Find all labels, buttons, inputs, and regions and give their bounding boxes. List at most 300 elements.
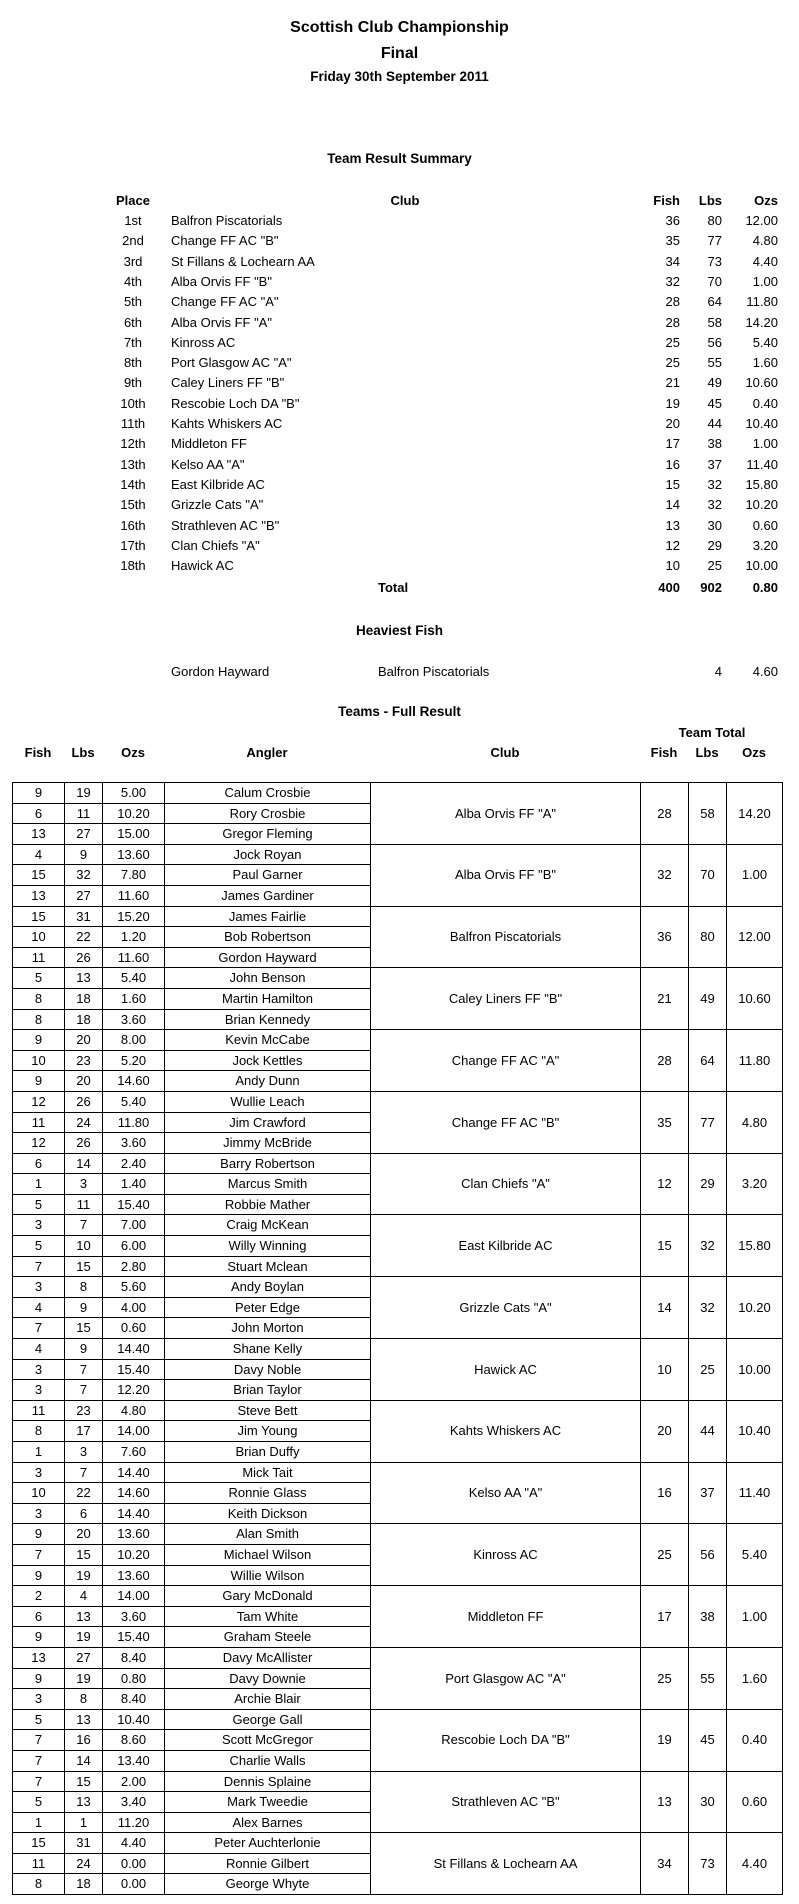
angler-fish: 9	[13, 1565, 65, 1586]
angler-ozs: 15.00	[103, 824, 165, 845]
angler-fish: 3	[13, 1503, 65, 1524]
team-total-fish: 17	[641, 1586, 689, 1648]
angler-fish: 8	[13, 1421, 65, 1442]
angler-lbs: 15	[65, 1256, 103, 1277]
summary-fish: 36	[665, 213, 680, 228]
angler-fish: 7	[13, 1318, 65, 1339]
angler-lbs: 9	[65, 1339, 103, 1360]
angler-ozs: 6.00	[103, 1236, 165, 1257]
team-club: Kinross AC	[371, 1524, 641, 1586]
team-total-lbs: 32	[689, 1277, 727, 1339]
team-total-ozs: 10.00	[727, 1339, 783, 1401]
team-total-fish: 25	[641, 1524, 689, 1586]
summary-fish: 16	[665, 456, 680, 472]
team-total-fish: 32	[641, 844, 689, 906]
summary-fish: 25	[665, 355, 680, 371]
summary-ozs: 10.20	[745, 497, 778, 513]
angler-lbs: 17	[65, 1421, 103, 1442]
angler-name: Davy McAllister	[165, 1647, 371, 1668]
angler-fish: 8	[13, 1009, 65, 1030]
angler-fish: 7	[13, 1750, 65, 1771]
angler-ozs: 13.40	[103, 1750, 165, 1771]
angler-name: Alan Smith	[165, 1524, 371, 1545]
angler-lbs: 13	[65, 1709, 103, 1730]
angler-ozs: 10.20	[103, 803, 165, 824]
team-total-lbs: 30	[689, 1771, 727, 1833]
angler-name: Stuart Mclean	[165, 1256, 371, 1277]
page-subtitle: Final	[380, 45, 419, 62]
angler-ozs: 11.80	[103, 1112, 165, 1133]
angler-fish: 3	[13, 1277, 65, 1298]
angler-name: Ronnie Gilbert	[165, 1853, 371, 1874]
angler-lbs: 18	[65, 1874, 103, 1895]
angler-name: James Fairlie	[165, 906, 371, 927]
angler-name: John Morton	[165, 1318, 371, 1339]
angler-name: Barry Robertson	[165, 1153, 371, 1174]
angler-name: Andy Boylan	[165, 1277, 371, 1298]
summary-ozs: 1.60	[752, 355, 778, 371]
angler-ozs: 4.40	[103, 1833, 165, 1854]
summary-lbs: 58	[707, 314, 722, 330]
angler-fish: 6	[13, 803, 65, 824]
angler-name: George Whyte	[165, 1874, 371, 1895]
team-total-ozs: 11.40	[727, 1462, 783, 1524]
angler-fish: 4	[13, 1339, 65, 1360]
summary-lbs: 29	[707, 537, 722, 553]
angler-ozs: 0.80	[103, 1668, 165, 1689]
angler-name: Ronnie Glass	[165, 1483, 371, 1504]
summary-fish: 20	[665, 416, 680, 431]
angler-fish: 2	[13, 1586, 65, 1607]
team-total-fish: 21	[641, 968, 689, 1030]
angler-fish: 5	[13, 968, 65, 989]
angler-lbs: 13	[65, 1792, 103, 1813]
summary-club: Strathleven AC "B"	[171, 517, 280, 533]
angler-lbs: 24	[65, 1853, 103, 1874]
angler-name: Bob Robertson	[165, 927, 371, 948]
angler-ozs: 2.40	[103, 1153, 165, 1174]
angler-fish: 3	[13, 1359, 65, 1380]
angler-ozs: 5.00	[103, 783, 165, 804]
team-total-ozs: 1.00	[727, 844, 783, 906]
team-club: St Fillans & Lochearn AA	[371, 1833, 641, 1895]
page-title: Scottish Club Championship	[290, 19, 509, 36]
team-total-fish: 19	[641, 1709, 689, 1771]
summary-fish: 10	[665, 558, 680, 574]
angler-ozs: 14.60	[103, 1071, 165, 1092]
summary-place: 4th	[123, 273, 143, 289]
team-total-lbs: 29	[689, 1153, 727, 1215]
team-total-fish: 25	[641, 1647, 689, 1709]
angler-fish: 4	[13, 1297, 65, 1318]
angler-lbs: 19	[65, 1668, 103, 1689]
angler-lbs: 19	[65, 783, 103, 804]
angler-name: Davy Noble	[165, 1359, 371, 1380]
team-total-lbs: 64	[689, 1030, 727, 1092]
team-total-fish: 34	[641, 1833, 689, 1895]
angler-name: Jim Young	[165, 1421, 371, 1442]
summary-total-ozs: 0.80	[752, 580, 778, 595]
angler-ozs: 7.80	[103, 865, 165, 886]
angler-ozs: 5.60	[103, 1277, 165, 1298]
table-row	[13, 1833, 783, 1854]
team-total-ozs: 1.60	[727, 1647, 783, 1709]
angler-ozs: 11.60	[103, 947, 165, 968]
angler-name: Andy Dunn	[165, 1071, 371, 1092]
team-club: Caley Liners FF "B"	[371, 968, 641, 1030]
summary-club: Change FF AC "A"	[171, 294, 279, 310]
team-total-fish: 16	[641, 1462, 689, 1524]
angler-name: John Benson	[165, 968, 371, 989]
angler-lbs: 22	[65, 1483, 103, 1504]
team-total-fish: 12	[641, 1153, 689, 1215]
angler-fish: 13	[13, 824, 65, 845]
team-total-lbs: 56	[689, 1524, 727, 1586]
summary-fish: 35	[665, 233, 680, 249]
team-total-fish: 36	[641, 906, 689, 968]
angler-ozs: 11.60	[103, 885, 165, 906]
heaviest-club: Balfron Piscatorials	[378, 664, 490, 679]
angler-fish: 5	[13, 1236, 65, 1257]
summary-col-club: Club	[390, 193, 420, 208]
angler-ozs: 13.60	[103, 1524, 165, 1545]
angler-name: George Gall	[165, 1709, 371, 1730]
angler-lbs: 8	[65, 1277, 103, 1298]
summary-lbs: 64	[707, 294, 722, 310]
team-total-ozs: 3.20	[727, 1153, 783, 1215]
angler-lbs: 7	[65, 1380, 103, 1401]
angler-lbs: 1	[65, 1812, 103, 1833]
summary-club: St Fillans & Lochearn AA	[171, 253, 315, 269]
angler-name: Willy Winning	[165, 1236, 371, 1257]
team-club: Alba Orvis FF "B"	[371, 844, 641, 906]
angler-fish: 9	[13, 1071, 65, 1092]
angler-ozs: 8.40	[103, 1647, 165, 1668]
angler-name: Jock Royan	[165, 844, 371, 865]
summary-place: 15th	[120, 497, 146, 513]
angler-ozs: 1.20	[103, 927, 165, 948]
summary-ozs: 12.00	[745, 213, 778, 228]
angler-lbs: 27	[65, 1647, 103, 1668]
table-row	[13, 968, 783, 989]
table-row	[13, 1647, 783, 1668]
angler-fish: 9	[13, 783, 65, 804]
angler-fish: 10	[13, 927, 65, 948]
angler-name: Willie Wilson	[165, 1565, 371, 1586]
full-col-ozs: Ozs	[121, 745, 145, 760]
angler-ozs: 14.00	[103, 1421, 165, 1442]
heaviest-angler: Gordon Hayward	[171, 664, 270, 679]
summary-fish: 12	[665, 537, 680, 553]
summary-lbs: 37	[707, 456, 722, 472]
team-total-lbs: 44	[689, 1400, 727, 1462]
team-total-fish: 10	[641, 1339, 689, 1401]
summary-place: 16th	[120, 517, 146, 533]
summary-col-fish: Fish	[653, 193, 680, 208]
table-row	[13, 1400, 783, 1421]
full-col-angler: Angler	[246, 745, 288, 760]
summary-col-ozs: Ozs	[754, 193, 778, 208]
angler-name: Rory Crosbie	[165, 803, 371, 824]
angler-ozs: 3.60	[103, 1009, 165, 1030]
summary-place: 11th	[120, 416, 146, 431]
summary-col-lbs: Lbs	[698, 193, 722, 208]
angler-ozs: 7.00	[103, 1215, 165, 1236]
angler-name: Craig McKean	[165, 1215, 371, 1236]
team-total-fish: 13	[641, 1771, 689, 1833]
angler-ozs: 14.40	[103, 1339, 165, 1360]
team-total-ozs: 4.80	[727, 1091, 783, 1153]
summary-ozs: 1.00	[752, 273, 778, 289]
team-total-lbs: 73	[689, 1833, 727, 1895]
angler-name: Tam White	[165, 1606, 371, 1627]
summary-total-fish: 400	[658, 580, 680, 595]
angler-fish: 10	[13, 1050, 65, 1071]
angler-name: Davy Downie	[165, 1668, 371, 1689]
angler-ozs: 10.40	[103, 1709, 165, 1730]
angler-ozs: 1.40	[103, 1174, 165, 1195]
angler-lbs: 18	[65, 1009, 103, 1030]
summary-fish: 14	[665, 497, 680, 513]
heaviest-ozs: 4.60	[752, 664, 778, 679]
angler-fish: 15	[13, 906, 65, 927]
angler-ozs: 15.20	[103, 906, 165, 927]
team-total-lbs: 49	[689, 968, 727, 1030]
team-total-lbs: 32	[689, 1215, 727, 1277]
angler-ozs: 5.40	[103, 968, 165, 989]
summary-club: Alba Orvis FF "B"	[171, 273, 272, 289]
summary-place: 3rd	[123, 253, 143, 269]
angler-fish: 9	[13, 1030, 65, 1051]
summary-club: Clan Chiefs "A"	[171, 537, 260, 553]
summary-fish: 34	[665, 253, 680, 269]
angler-fish: 5	[13, 1792, 65, 1813]
angler-lbs: 8	[65, 1689, 103, 1710]
table-row	[13, 906, 783, 927]
team-club: Rescobie Loch DA "B"	[371, 1709, 641, 1771]
team-total-ozs: 10.20	[727, 1277, 783, 1339]
summary-ozs: 5.40	[752, 334, 778, 350]
team-total-fish: 35	[641, 1091, 689, 1153]
table-row	[13, 1215, 783, 1236]
angler-ozs: 4.00	[103, 1297, 165, 1318]
team-total-ozs: 14.20	[727, 783, 783, 845]
angler-name: Michael Wilson	[165, 1544, 371, 1565]
team-club: East Kilbride AC	[371, 1215, 641, 1277]
team-total-fish: 28	[641, 783, 689, 845]
table-row	[13, 1586, 783, 1607]
team-club: Port Glasgow AC "A"	[371, 1647, 641, 1709]
team-total-fish: 15	[641, 1215, 689, 1277]
angler-lbs: 27	[65, 824, 103, 845]
summary-fish: 28	[665, 314, 680, 330]
angler-name: Peter Auchterlonie	[165, 1833, 371, 1854]
angler-fish: 9	[13, 1668, 65, 1689]
table-row	[13, 1709, 783, 1730]
summary-ozs: 0.40	[752, 395, 778, 411]
angler-name: Gregor Fleming	[165, 824, 371, 845]
summary-club: Kelso AA "A"	[171, 456, 245, 472]
angler-name: Jimmy McBride	[165, 1133, 371, 1154]
angler-name: Brian Kennedy	[165, 1009, 371, 1030]
angler-ozs: 13.60	[103, 844, 165, 865]
angler-name: Robbie Mather	[165, 1194, 371, 1215]
angler-ozs: 2.80	[103, 1256, 165, 1277]
summary-place: 12th	[120, 436, 146, 452]
summary-lbs: 56	[707, 334, 722, 350]
summary-place: 2nd	[122, 233, 144, 249]
angler-fish: 6	[13, 1606, 65, 1627]
summary-club: Kahts Whiskers AC	[171, 416, 283, 431]
summary-ozs: 11.80	[746, 294, 778, 310]
angler-lbs: 3	[65, 1174, 103, 1195]
angler-fish: 3	[13, 1215, 65, 1236]
summary-lbs: 70	[707, 273, 722, 289]
full-result-heading: Teams - Full Result	[338, 704, 461, 719]
angler-name: Gordon Hayward	[165, 947, 371, 968]
summary-fish: 28	[665, 294, 680, 310]
angler-fish: 3	[13, 1462, 65, 1483]
angler-name: Keith Dickson	[165, 1503, 371, 1524]
angler-lbs: 3	[65, 1442, 103, 1463]
angler-lbs: 26	[65, 947, 103, 968]
summary-place: 5th	[123, 294, 143, 310]
angler-ozs: 14.60	[103, 1483, 165, 1504]
angler-lbs: 7	[65, 1215, 103, 1236]
angler-lbs: 20	[65, 1524, 103, 1545]
table-row	[13, 1153, 783, 1174]
angler-ozs: 11.20	[103, 1812, 165, 1833]
full-col-team-ozs: Ozs	[742, 745, 766, 760]
angler-name: Alex Barnes	[165, 1812, 371, 1833]
summary-total-label: Total	[378, 580, 409, 595]
angler-lbs: 20	[65, 1071, 103, 1092]
table-row	[13, 783, 783, 804]
angler-name: Marcus Smith	[165, 1174, 371, 1195]
angler-ozs: 14.40	[103, 1503, 165, 1524]
angler-fish: 11	[13, 1112, 65, 1133]
angler-fish: 9	[13, 1627, 65, 1648]
team-total-fish: 28	[641, 1030, 689, 1092]
summary-fish: 13	[665, 517, 680, 533]
team-total-ozs: 11.80	[727, 1030, 783, 1092]
summary-ozs: 0.60	[752, 517, 778, 533]
angler-name: Shane Kelly	[165, 1339, 371, 1360]
angler-fish: 11	[13, 947, 65, 968]
team-total-ozs: 0.60	[727, 1771, 783, 1833]
angler-name: Archie Blair	[165, 1689, 371, 1710]
angler-name: Jock Kettles	[165, 1050, 371, 1071]
angler-lbs: 16	[65, 1730, 103, 1751]
angler-lbs: 9	[65, 844, 103, 865]
angler-lbs: 13	[65, 968, 103, 989]
team-total-ozs: 0.40	[727, 1709, 783, 1771]
angler-lbs: 20	[65, 1030, 103, 1051]
angler-fish: 1	[13, 1442, 65, 1463]
summary-total-lbs: 902	[700, 580, 722, 595]
summary-club: Change FF AC "B"	[171, 233, 279, 249]
angler-lbs: 26	[65, 1133, 103, 1154]
angler-lbs: 19	[65, 1565, 103, 1586]
team-total-lbs: 25	[689, 1339, 727, 1401]
summary-place: 10th	[120, 395, 146, 411]
angler-lbs: 10	[65, 1236, 103, 1257]
summary-club: East Kilbride AC	[171, 476, 265, 492]
angler-ozs: 0.00	[103, 1853, 165, 1874]
angler-fish: 15	[13, 1833, 65, 1854]
team-total-lbs: 58	[689, 783, 727, 845]
full-col-team-lbs: Lbs	[695, 745, 719, 760]
summary-place: 7th	[123, 334, 143, 350]
team-total-ozs: 10.60	[727, 968, 783, 1030]
angler-fish: 1	[13, 1174, 65, 1195]
heaviest-lbs: 4	[714, 664, 722, 679]
summary-club: Hawick AC	[171, 558, 234, 574]
angler-lbs: 27	[65, 885, 103, 906]
angler-name: Dennis Splaine	[165, 1771, 371, 1792]
summary-place: 13th	[120, 456, 146, 472]
angler-name: Martin Hamilton	[165, 988, 371, 1009]
angler-lbs: 32	[65, 865, 103, 886]
angler-ozs: 4.80	[103, 1400, 165, 1421]
angler-fish: 12	[13, 1133, 65, 1154]
full-col-club: Club	[490, 745, 520, 760]
angler-lbs: 7	[65, 1359, 103, 1380]
table-row	[13, 1524, 783, 1545]
angler-ozs: 14.00	[103, 1586, 165, 1607]
angler-fish: 3	[13, 1380, 65, 1401]
team-total-ozs: 10.40	[727, 1400, 783, 1462]
team-club: Balfron Piscatorials	[371, 906, 641, 968]
angler-name: Gary McDonald	[165, 1586, 371, 1607]
table-row	[13, 1462, 783, 1483]
team-club: Hawick AC	[371, 1339, 641, 1401]
angler-name: James Gardiner	[165, 885, 371, 906]
summary-ozs: 10.60	[745, 375, 778, 391]
team-total-ozs: 4.40	[727, 1833, 783, 1895]
summary-place: 17th	[120, 537, 146, 553]
angler-fish: 11	[13, 1400, 65, 1421]
team-club: Change FF AC "A"	[371, 1030, 641, 1092]
angler-ozs: 3.40	[103, 1792, 165, 1813]
team-total-lbs: 80	[689, 906, 727, 968]
angler-fish: 3	[13, 1689, 65, 1710]
angler-fish: 10	[13, 1483, 65, 1504]
angler-ozs: 0.60	[103, 1318, 165, 1339]
angler-ozs: 15.40	[103, 1359, 165, 1380]
heaviest-heading: Heaviest Fish	[355, 623, 444, 638]
summary-place: 14th	[120, 476, 146, 492]
summary-ozs: 10.40	[745, 416, 778, 431]
summary-lbs: 73	[707, 253, 722, 269]
summary-fish: 21	[665, 375, 680, 391]
angler-ozs: 15.40	[103, 1194, 165, 1215]
summary-lbs: 30	[707, 517, 722, 533]
summary-ozs: 10.00	[745, 558, 778, 574]
angler-fish: 5	[13, 1194, 65, 1215]
angler-ozs: 5.20	[103, 1050, 165, 1071]
angler-lbs: 19	[65, 1627, 103, 1648]
angler-lbs: 4	[65, 1586, 103, 1607]
angler-name: Graham Steele	[165, 1627, 371, 1648]
angler-ozs: 13.60	[103, 1565, 165, 1586]
summary-place: 1st	[124, 213, 142, 228]
summary-club: Kinross AC	[171, 334, 236, 350]
summary-ozs: 3.20	[752, 537, 778, 553]
angler-lbs: 7	[65, 1462, 103, 1483]
full-result-table	[12, 782, 783, 1895]
angler-lbs: 23	[65, 1050, 103, 1071]
